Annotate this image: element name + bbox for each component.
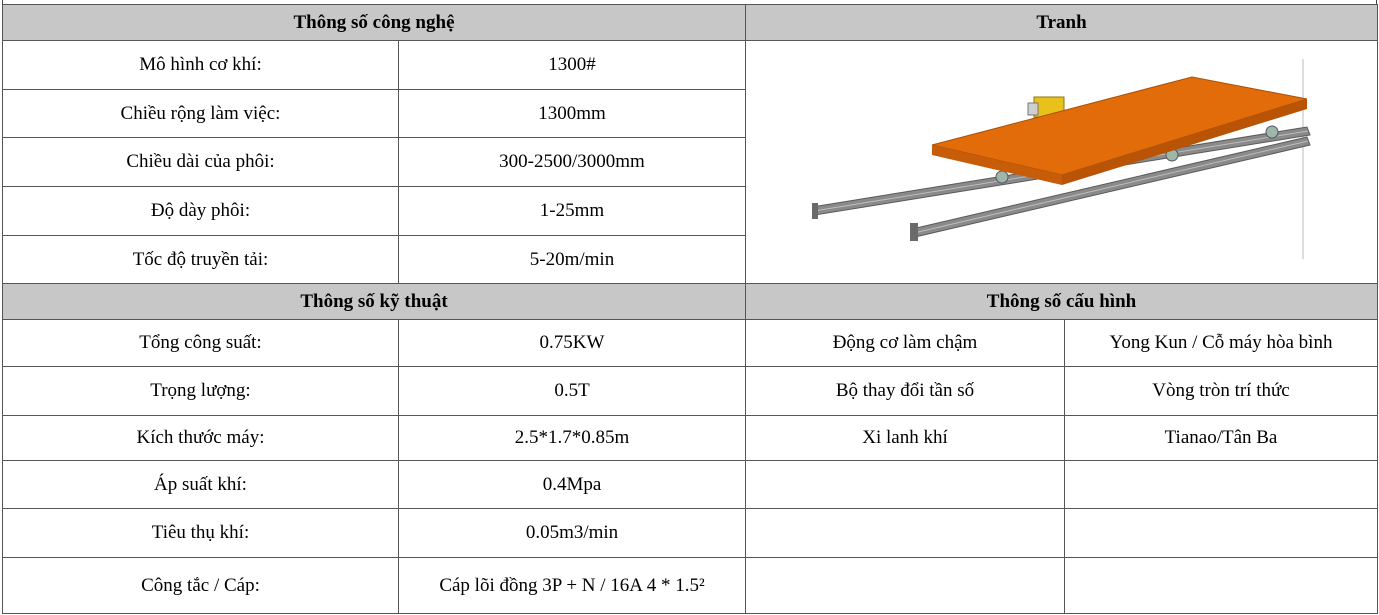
spec-label: Công tắc / Cáp: xyxy=(3,558,399,614)
tech-label: Mô hình cơ khí: xyxy=(3,41,399,90)
table-row xyxy=(3,461,1378,509)
tech-label: Chiều dài của phôi: xyxy=(3,138,399,187)
config-item: Bộ thay đổi tần số xyxy=(746,367,1065,416)
config-item xyxy=(746,558,1065,614)
table-row xyxy=(3,558,1378,614)
spec-label: Tiêu thụ khí: xyxy=(3,509,399,558)
tech-value: 1300# xyxy=(399,41,746,90)
config-brand xyxy=(1065,509,1378,558)
tech-label: Chiều rộng làm việc: xyxy=(3,90,399,138)
table-row xyxy=(3,41,1378,90)
spec-header: Thông số kỹ thuật xyxy=(3,284,746,320)
config-item xyxy=(746,461,1065,509)
config-item: Xi lanh khí xyxy=(746,416,1065,461)
machine-picture-cell xyxy=(746,41,1378,284)
config-header: Thông số cấu hình xyxy=(746,284,1378,320)
tech-value: 1300mm xyxy=(399,90,746,138)
config-brand: Vòng tròn trí thức xyxy=(1065,367,1378,416)
tech-header: Thông số công nghệ xyxy=(3,5,746,41)
machine-picture-icon xyxy=(812,57,1312,267)
config-brand xyxy=(1065,558,1378,614)
header-row-2 xyxy=(3,284,1378,320)
config-item xyxy=(746,509,1065,558)
config-brand: Tianao/Tân Ba xyxy=(1065,416,1378,461)
picture-header: Tranh xyxy=(746,5,1378,41)
tech-value: 1-25mm xyxy=(399,187,746,236)
config-brand: Yong Kun / Cỗ máy hòa bình xyxy=(1065,320,1378,367)
spec-value: Cáp lõi đồng 3P + N / 16A 4 * 1.5² xyxy=(399,558,746,614)
config-brand xyxy=(1065,461,1378,509)
spec-value: 2.5*1.7*0.85m xyxy=(399,416,746,461)
spec-label: Trọng lượng: xyxy=(3,367,399,416)
table-row xyxy=(3,367,1378,416)
spec-value: 0.75KW xyxy=(399,320,746,367)
spec-value: 0.05m3/min xyxy=(399,509,746,558)
table-row xyxy=(3,320,1378,367)
table-row xyxy=(3,509,1378,558)
spec-table xyxy=(2,4,1378,614)
spec-value: 0.5T xyxy=(399,367,746,416)
spec-label: Tổng công suất: xyxy=(3,320,399,367)
tech-label: Độ dày phôi: xyxy=(3,187,399,236)
tech-label: Tốc độ truyền tải: xyxy=(3,236,399,284)
tech-value: 300-2500/3000mm xyxy=(399,138,746,187)
spec-value: 0.4Mpa xyxy=(399,461,746,509)
header-row-1 xyxy=(3,5,1378,41)
spec-label: Áp suất khí: xyxy=(3,461,399,509)
tech-value: 5-20m/min xyxy=(399,236,746,284)
table-row xyxy=(3,416,1378,461)
spec-label: Kích thước máy: xyxy=(3,416,399,461)
config-item: Động cơ làm chậm xyxy=(746,320,1065,367)
